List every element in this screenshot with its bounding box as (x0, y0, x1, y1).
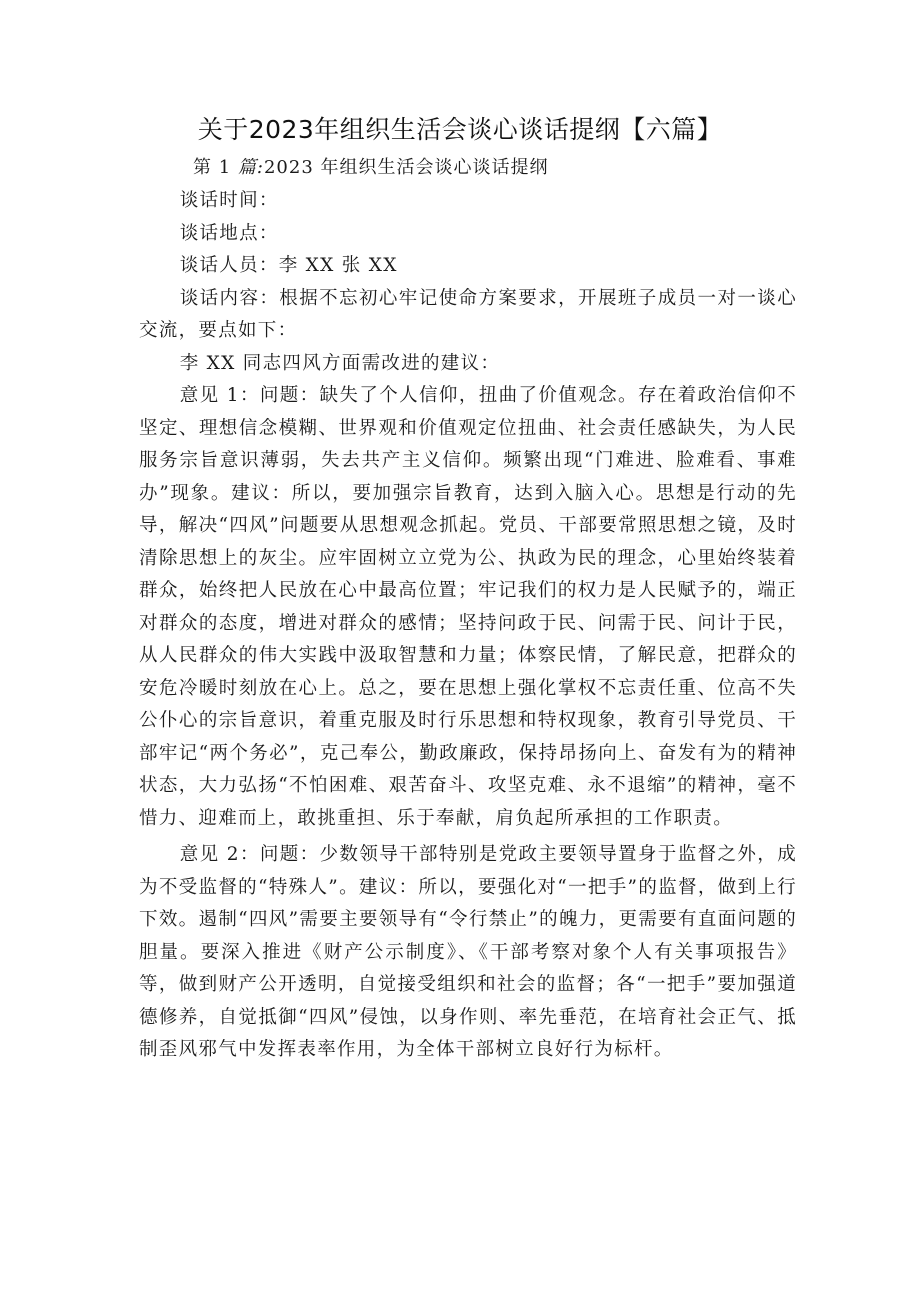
suggestion-heading: 李 XX 同志四风方面需改进的建议： (179, 352, 501, 374)
section-heading (193, 154, 549, 182)
document-title: 关于2023年组织生活会谈心谈话提纲【六篇】 (197, 115, 723, 144)
meeting-time: 谈话时间： (179, 190, 279, 211)
opinion-1: 意见 1：问题：缺失了个人信仰，扭曲了价值观念。存在着政治信仰不坚定、理想信念模糊、世界观和价值观定位扭曲、社会责任感缺失，为人民服务宗旨意识薄弱，失去共产主义信仰。频繁出现“门难进、脸难看、事难办”现象。建议：所以，要加强宗旨教育，达到入脑入心。思想是行动的先导，解决“四风”问题要从思想观念抓起。党员、干部要常照思想之镜，及时清除思想上的灰尘。应牢固树立立党为公、执政为民的理念，心里始终装着群众，始终把人民放在心中最高位置；牢记我们的权力是人民赋予的，端正对群众的态度，增进对群众的感情；坚持问政于民、问需于民、问计于民，从人民群众的伟大实践中汲取智慧和力量；体察民情，了解民意，把群众的安危冷暖时刻放在心上。总之，要在思想上强化掌权不忘责任重、位高不失公仆心的宗旨意识，着重克服及时行乐思想和特权现象，教育引导党员、干部牢记“两个务必”，克己奉公，勤政廉政，保持昂扬向上、奋发有为的精神状态，大力弘扬“不怕困难、艰苦奋斗、攻坚克难、永不退缩”的精神，毫不惜力、迎难而上，敢挑重担、乐于奉献，肩负起所承担的工作职责。 (139, 385, 797, 829)
meeting-participants: 谈话人员：李 XX 张 XX (179, 255, 398, 276)
meeting-content: 谈话内容：根据不忘初心牢记使命方案要求，开展班子成员一对一谈心交流，要点如下： (139, 287, 797, 341)
document-body (139, 185, 797, 1067)
section-pian: 篇: (237, 157, 264, 178)
opinion-2: 意见 2：问题：少数领导干部特别是党政主要领导置身于监督之外，成为不受监督的“特殊人”。建议：所以，要强化对“一把手”的监督，做到上行下效。遏制“四风”需要主要领导有“令行禁止”的魄力，更需要有直面问题的胆量。要深入推进《财产公示制度》、《干部考察对象个人有关事项报告》等，做到财产公开透明，自觉接受组织和社会的监督；各“一把手”要加强道德修养，自觉抵御“四风”侵蚀，以身作则、率先垂范，在培育社会正气、抵制歪风邪气中发挥表率作用，为全体干部树立良好行为标杆。 (139, 844, 797, 1060)
section-title: 2023 年组织生活会谈心谈话提纲 (263, 157, 549, 178)
meeting-place: 谈话地点： (179, 222, 279, 244)
section-number: 第 1 (193, 157, 238, 178)
